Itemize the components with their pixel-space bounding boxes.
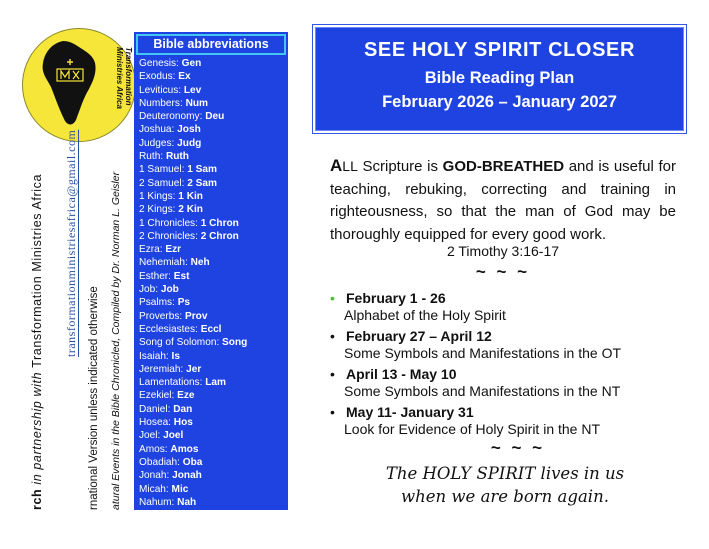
- abbreviation-item: Jonah: Jonah: [139, 470, 202, 482]
- plan-item: [330, 365, 690, 400]
- bullet-icon: •: [330, 328, 335, 344]
- abbreviation-item: Joshua: Josh: [139, 124, 201, 136]
- scripture-quote: ALL Scripture is GOD-BREATHED and is useful for teaching, rebuking, correcting and training in righteousness, so that the man of God may be thoroughly equipped for every good work.: [330, 156, 677, 243]
- divider: ~ ~ ~: [490, 438, 546, 457]
- abbreviation-item: Isaiah: Is: [139, 350, 180, 362]
- abbreviation-item: Psalms: Ps: [139, 297, 191, 309]
- abbreviation-item: 1 Kings: 1 Kin: [139, 190, 203, 202]
- compiled-note: atural Events in the Bible Chronicled, Compiled by Dr. Norman L. Geisler: [110, 171, 122, 510]
- abbreviation-item: Lamentations: Lam: [139, 377, 226, 389]
- abbreviation-item: Habakkuk: Hab: [139, 510, 209, 522]
- abbreviation-item: Esther: Est: [139, 270, 190, 282]
- reading-plan-list: [330, 289, 690, 441]
- plan-title: SEE HOLY SPIRIT CLOSER: [363, 39, 636, 61]
- plan-description: Look for Evidence of Holy Spirit in the NT: [344, 421, 601, 437]
- plan-dates: February 1 - 26: [346, 290, 446, 306]
- bible-abbreviations-panel: [134, 32, 288, 548]
- closing-statement: The HOLY SPIRIT lives in us when we are born again.: [385, 464, 625, 506]
- abbreviation-item: Ruth: Ruth: [139, 151, 189, 163]
- abbreviation-item: Judges: Judg: [139, 137, 202, 149]
- version-note: rnational Version unless indicated otherwise: [88, 286, 100, 510]
- abbreviation-item: 2 Samuel: 2 Sam: [139, 177, 218, 189]
- plan-dates: February 2026 – January 2027: [382, 93, 617, 111]
- abbreviations-heading: Bible abbreviations: [136, 34, 286, 55]
- abbreviation-item: Deuteronomy: Deu: [139, 111, 225, 123]
- abbreviation-item: Haggai: Hag: [139, 536, 196, 548]
- bullet-icon: •: [330, 290, 335, 306]
- plan-item: [330, 403, 690, 438]
- abbreviation-item: Exodus: Ex: [139, 71, 191, 83]
- abbreviation-item: Song of Solomon: Song: [139, 337, 248, 349]
- abbreviation-item: 2 Chronicles: 2 Chron: [139, 230, 239, 242]
- plan-item: [330, 289, 690, 324]
- abbreviation-item: Job: Job: [139, 284, 179, 296]
- plan-subtitle: Bible Reading Plan: [424, 69, 575, 87]
- bullet-icon: •: [330, 366, 335, 382]
- divider: ~ ~ ~: [475, 262, 531, 281]
- abbreviation-item: Amos: Amos: [139, 443, 199, 455]
- abbreviations-list: [134, 55, 288, 549]
- ministry-logo: [22, 28, 136, 142]
- scripture-reference: 2 Timothy 3:16-17: [446, 243, 560, 259]
- plan-description: Alphabet of the Holy Spirit: [344, 307, 506, 323]
- logo-text: Transformation Ministries Africa: [115, 47, 133, 109]
- plan-dates: February 27 – April 12: [346, 328, 492, 344]
- abbreviation-item: Ecclesiastes: Eccl: [139, 323, 222, 335]
- abbreviation-item: Ezra: Ezr: [139, 244, 182, 256]
- partnership-text: rch in partnership with Transformation Ministries Africa: [30, 173, 44, 510]
- abbreviation-item: Obadiah: Oba: [139, 456, 203, 468]
- abbreviation-item: Daniel: Dan: [139, 403, 193, 415]
- plan-dates: April 13 - May 10: [346, 366, 457, 382]
- abbreviation-item: 2 Kings: 2 Kin: [139, 204, 203, 216]
- plan-description: Some Symbols and Manifestations in the NT: [344, 383, 621, 399]
- abbreviation-item: 1 Chronicles: 1 Chron: [139, 217, 239, 229]
- abbreviation-item: Leviticus: Lev: [139, 84, 202, 96]
- plan-item: [330, 327, 690, 362]
- abbreviation-item: Nehemiah: Neh: [139, 257, 210, 269]
- bullet-icon: •: [330, 404, 335, 420]
- abbreviation-item: Joel: Joel: [139, 430, 184, 442]
- email-link[interactable]: transformationministriesafrica@gmail.com: [64, 130, 78, 358]
- plan-description: Some Symbols and Manifestations in the OT: [344, 345, 622, 361]
- abbreviation-item: Genesis: Gen: [139, 58, 202, 69]
- title-box: [315, 27, 684, 131]
- abbreviation-item: Proverbs: Prov: [139, 310, 208, 322]
- abbreviation-item: Hosea: Hos: [139, 417, 193, 429]
- abbreviation-item: Numbers: Num: [139, 97, 208, 109]
- abbreviation-item: Ezekiel: Eze: [139, 390, 195, 402]
- plan-dates: May 11- January 31: [346, 404, 474, 420]
- abbreviation-item: Zephaniah: Zeph: [139, 523, 217, 535]
- abbreviation-item: Micah: Mic: [139, 483, 189, 495]
- abbreviation-item: Jeremiah: Jer: [139, 363, 202, 375]
- abbreviation-item: Nahum: Nah: [139, 496, 197, 508]
- abbreviation-item: 1 Samuel: 1 Sam: [139, 164, 218, 176]
